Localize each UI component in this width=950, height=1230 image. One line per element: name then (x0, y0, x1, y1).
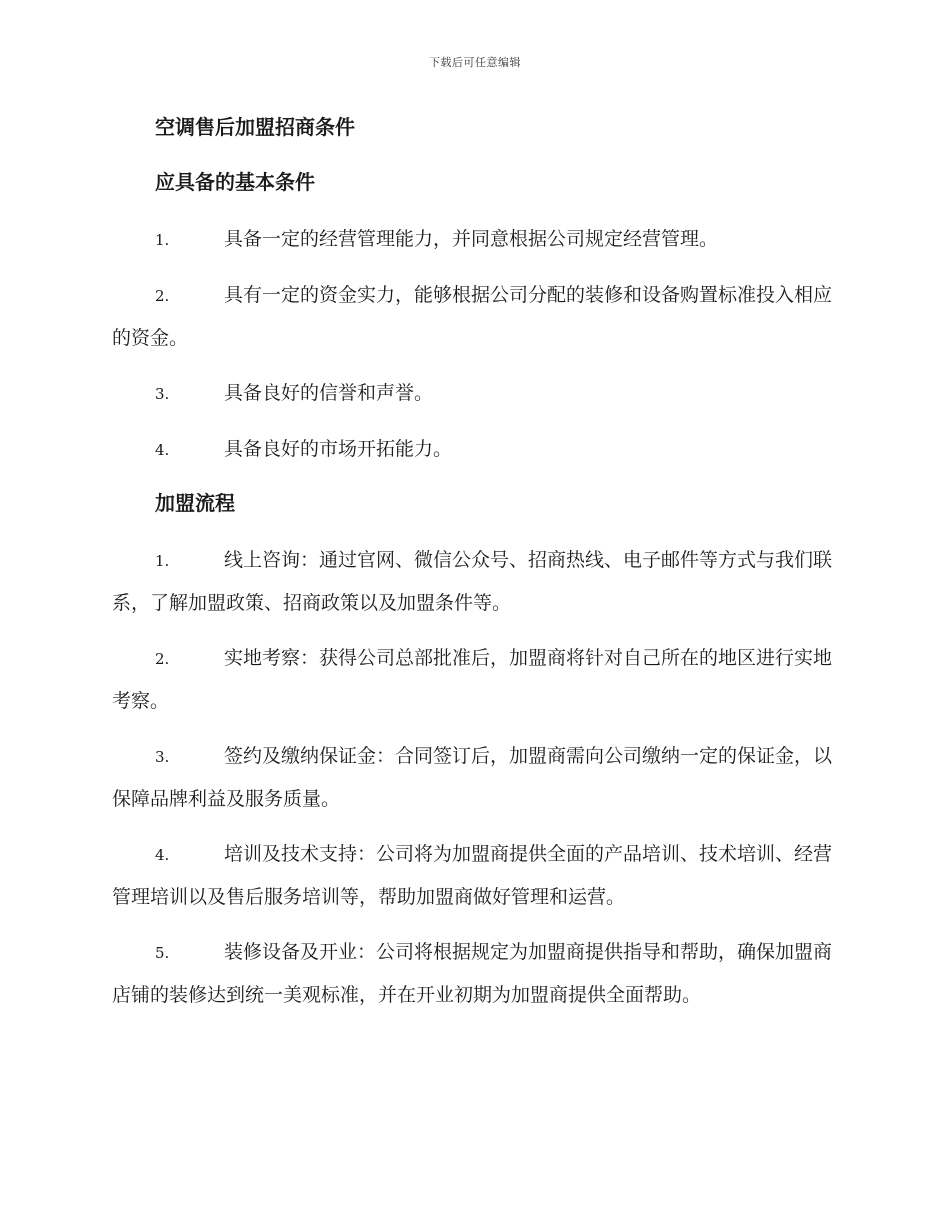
list-item-number: 4. (155, 846, 170, 864)
list-item-text: 签约及缴纳保证金：合同签订后，加盟商需向公司缴纳一定的保证金，以保障品牌利益及服务质量。 (112, 745, 833, 810)
list-item-number: 4. (155, 441, 170, 459)
page-header-note: 下载后可任意编辑 (429, 56, 521, 69)
list-item (112, 539, 832, 624)
list-item (112, 637, 832, 722)
list-item-number: 3. (155, 748, 170, 766)
list-item-text: 具备良好的市场开拓能力。 (224, 438, 453, 460)
document-title: 空调售后加盟招商条件 (155, 115, 355, 139)
list-item-text: 装修设备及开业：公司将根据规定为加盟商提供指导和帮助，确保加盟商店铺的装修达到统一美观标准，并在开业初期为加盟商提供全面帮助。 (112, 941, 833, 1006)
list-item (112, 735, 832, 820)
list-item-text: 培训及技术支持：公司将为加盟商提供全面的产品培训、技术培训、经营管理培训以及售后服务培训等，帮助加盟商做好管理和运营。 (112, 843, 833, 908)
list-item (112, 218, 832, 261)
list-item-text: 具备良好的信誉和声誉。 (224, 382, 434, 404)
list-item-number: 3. (155, 385, 170, 403)
list-item-number: 2. (155, 650, 170, 668)
list-item (112, 372, 832, 415)
document-body (112, 108, 832, 1029)
list-item (112, 833, 832, 918)
list-item (112, 428, 832, 471)
list-item (112, 274, 832, 359)
list-item-number: 1. (155, 231, 170, 249)
list-item-text: 线上咨询：通过官网、微信公众号、招商热线、电子邮件等方式与我们联系，了解加盟政策、招商政策以及加盟条件等。 (112, 549, 833, 614)
list-item (112, 931, 832, 1016)
list-item-number: 1. (155, 552, 170, 570)
section-heading-basic-conditions: 应具备的基本条件 (155, 170, 315, 194)
list-item-text: 实地考察：获得公司总部批准后，加盟商将针对自己所在的地区进行实地考察。 (112, 647, 833, 712)
list-item-number: 2. (155, 287, 170, 305)
section-heading-franchise-process: 加盟流程 (155, 491, 235, 515)
list-item-text: 具有一定的资金实力，能够根据公司分配的装修和设备购置标准投入相应的资金。 (112, 284, 833, 349)
list-item-number: 5. (155, 944, 170, 962)
list-item-text: 具备一定的经营管理能力，并同意根据公司规定经营管理。 (224, 228, 719, 250)
